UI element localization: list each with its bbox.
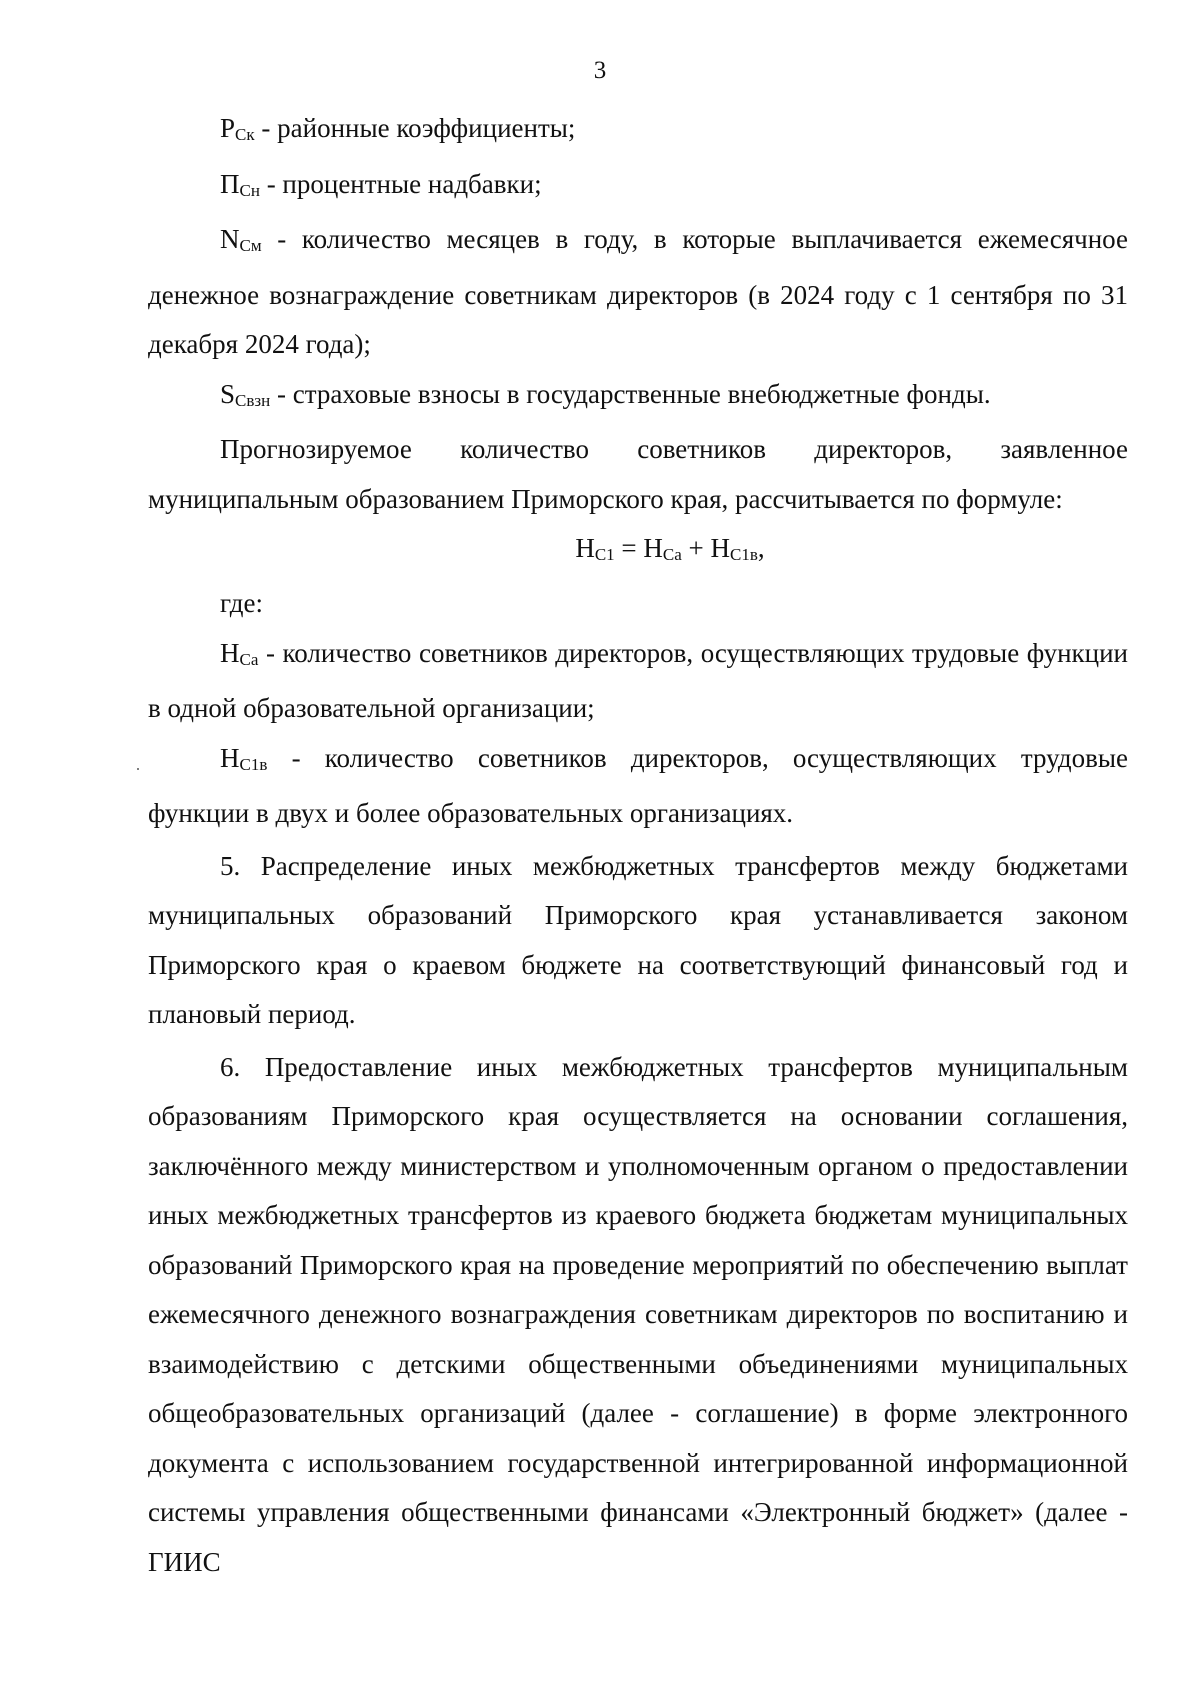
- symbol: Р: [220, 113, 236, 143]
- symbol: S: [220, 378, 236, 409]
- definition-text: - районные коэффициенты;: [254, 113, 576, 143]
- symbol-subscript: Сн: [239, 180, 260, 200]
- definition-rsk: [148, 104, 1128, 160]
- formula: [148, 524, 1128, 579]
- definition-text: - количество советников директоров, осуществляющих трудовые функции в одной образовательной организации;: [148, 637, 1128, 723]
- formula-term1-symbol: Н: [643, 533, 663, 563]
- symbol: N: [220, 224, 240, 254]
- definition-text: - страховые взносы в государственные внебюджетные фонды.: [270, 378, 991, 409]
- formula-lhs-subscript: С1: [594, 545, 615, 564]
- forecast-intro: Прогнозируемое количество советников директоров, заявленное муниципальным образованием Приморского края, рассчитывается по формуле:: [148, 434, 1128, 514]
- formula-term2-subscript: С1в: [730, 545, 758, 564]
- symbol-subscript: Ск: [235, 125, 255, 144]
- definition-nsm: [148, 215, 1128, 370]
- scan-speck: [137, 768, 139, 770]
- symbol-subscript: Са: [239, 649, 259, 669]
- document-body: [148, 104, 1128, 1587]
- symbol-subscript: С1в: [239, 754, 268, 774]
- where-definition-nsa: [148, 629, 1128, 734]
- formula-lhs-symbol: Н: [575, 533, 595, 563]
- symbol: П: [220, 168, 240, 199]
- definition-ssvzn: [148, 370, 1128, 426]
- formula-term1-subscript: Са: [662, 545, 682, 564]
- definition-text: - количество месяцев в году, в которые выплачивается ежемесячное денежное вознаграждение советникам директоров (в 2024 году с 1 сентября по 31 декабря 2024 года);: [148, 224, 1128, 359]
- where-definition-ns1v: [148, 734, 1128, 839]
- formula-plus: +: [681, 533, 711, 563]
- formula-equals: =: [614, 533, 644, 563]
- symbol-subscript: Свзн: [235, 390, 271, 410]
- definition-text: - количество советников директоров, осуществляющих трудовые функции в двух и более образовательных организациях.: [148, 742, 1128, 828]
- where-label: где:: [220, 588, 263, 618]
- definition-psn: [148, 160, 1128, 216]
- formula-term2-symbol: Н: [710, 533, 731, 563]
- page-number: 3: [593, 57, 607, 84]
- definition-text: - процентные надбавки;: [259, 168, 542, 199]
- symbol: Н: [220, 637, 240, 668]
- symbol-subscript: См: [239, 236, 262, 255]
- formula-end: ,: [757, 533, 765, 563]
- section-6: 6. Предоставление иных межбюджетных трансфертов муниципальным образованиям Приморского края осуществляется на основании соглашения, заключённого между министерством и уполномоченным органом о предоставлении иных межбюджетных трансфертов из краевого бюджета бюджетам муниципальных образований Приморского края на проведение мероприятий по обеспечению выплат ежемесячного денежного вознаграждения советникам директоров по воспитанию и взаимодействию с детскими общественными объединениями муниципальных общеобразовательных организаций (далее - соглашение) в форме электронного документа с использованием государственной интегрированной информационной системы управления общественными финансами «Электронный бюджет» (далее - ГИИС: [148, 1051, 1128, 1577]
- section-5: 5. Распределение иных межбюджетных трансфертов между бюджетами муниципальных образований Приморского края устанавливается законом Приморского края о краевом бюджете на соответствующий финансовый год и плановый период.: [148, 850, 1128, 1029]
- symbol: Н: [220, 742, 240, 773]
